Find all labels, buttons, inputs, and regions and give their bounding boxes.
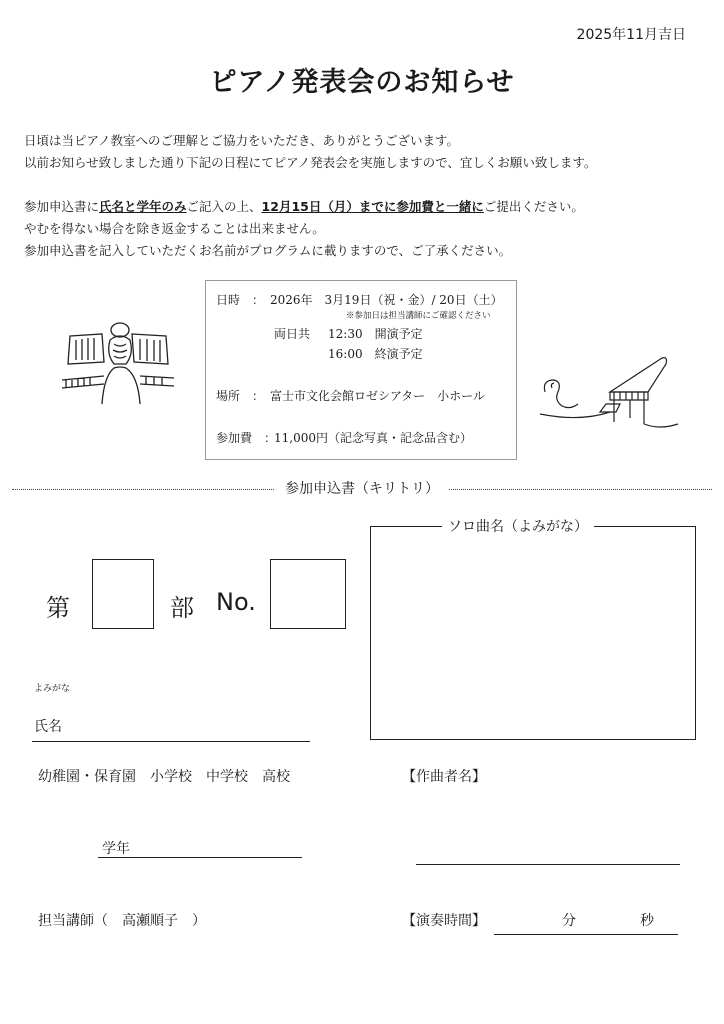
event-info-box (205, 280, 517, 460)
instruction-text-e: ご提出ください。 (483, 199, 584, 214)
school-options: 幼稚園・保育園 小学校 中学校 高校 (38, 769, 290, 785)
duration-field-line[interactable] (494, 934, 678, 935)
solo-title-box[interactable] (370, 526, 696, 740)
event-date-value: 2026年 3月19日（祝・金）/ 20日（土） (270, 293, 503, 307)
instruction-line-1 (24, 196, 584, 218)
duration-minutes-unit: 分 (562, 913, 576, 929)
intro-line-1: 日頃は当ピアノ教室へのご理解とご協力をいただき、ありがとうございます。 (24, 133, 460, 148)
event-place-value: 富士市文化会館ロゼシアター 小ホール (270, 389, 485, 403)
composer-field-line[interactable] (416, 864, 680, 865)
event-fee-value: 11,000円（記念写真・記念品含む） (274, 431, 472, 445)
solo-title-label: ソロ曲名（よみがな） (442, 516, 594, 536)
instruction-text-c: ご記入の上、 (186, 199, 262, 214)
cut-label (0, 478, 724, 498)
grade-field-line[interactable] (98, 857, 302, 858)
event-end-time: 16:00 終演予定 (328, 347, 423, 361)
event-date-note: ※参加日は担当講師にご確認ください (346, 311, 491, 321)
issue-date: 2025年11月吉日 (576, 27, 686, 43)
instruction-text-a: 参加申込書に (24, 199, 100, 214)
instruction-line-3: 参加申込書を記入していただくお名前がプログラムに載りますので、ご了承ください。 (24, 243, 512, 258)
part-suffix: 部 (170, 594, 194, 622)
teacher-line: 担当講師（ 高瀬順子 ） (38, 913, 206, 929)
event-date-label: 日時 ： (216, 293, 265, 307)
duration-label: 【演奏時間】 (402, 913, 486, 929)
intro-line-2: 以前お知らせ致しました通り下記の日程にてピアノ発表会を実施しますので、宜しくお願い致します。 (24, 155, 597, 170)
instruction-emphasis-deadline: 12月15日（月）までに参加費と一緒に (261, 199, 484, 214)
part-number-box[interactable] (92, 559, 154, 629)
name-field-line[interactable] (32, 741, 310, 742)
grade-label: 学年 (102, 841, 130, 857)
grand-piano-illustration (540, 352, 680, 432)
instruction-emphasis-name-grade: 氏名と学年のみ (99, 199, 187, 214)
entry-number-box[interactable] (270, 559, 346, 629)
number-label: No. (216, 588, 256, 616)
event-fee-label: 参加費 ： (216, 431, 277, 445)
event-place-label: 場所 ： (216, 389, 265, 403)
pianist-illustration (62, 318, 174, 404)
yomigana-label: よみがな (34, 684, 71, 694)
name-label: 氏名 (34, 719, 62, 735)
event-start-time: 12:30 開演予定 (328, 327, 423, 341)
page-title: ピアノ発表会のお知らせ (209, 67, 515, 98)
duration-seconds-unit: 秒 (640, 913, 654, 929)
composer-label: 【作曲者名】 (402, 769, 486, 785)
part-prefix: 第 (46, 594, 70, 622)
cut-label-text: 参加申込書（キリトリ） (275, 481, 449, 497)
event-both-days: 両日共 (274, 327, 311, 341)
instruction-line-2: やむを得ない場合を除き返金することは出来ません。 (24, 221, 325, 236)
